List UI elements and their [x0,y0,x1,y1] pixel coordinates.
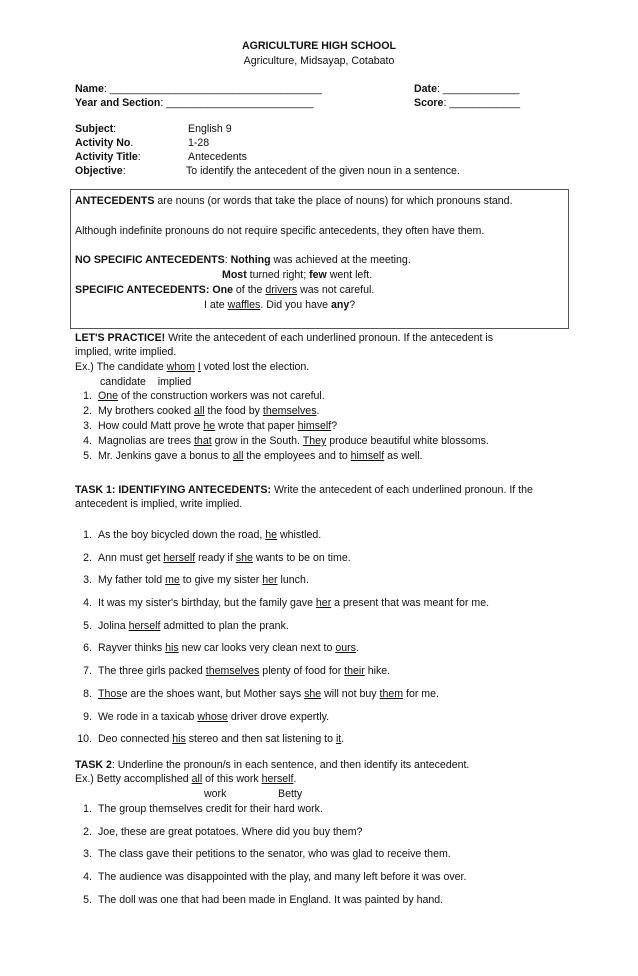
task1-item [70,529,489,552]
specific-text-2b: . Did you have [260,299,332,311]
no-specific-line: NO SPECIFIC ANTECEDENTS: Nothing was achieved at the meeting. [75,254,411,266]
practice-item [70,420,489,435]
year-label: Year and Section [75,97,161,109]
item-text: e are the shoes want, but Mother says [121,687,305,700]
item-text: The class gave their petitions to the senator, who was glad to receive them. [98,848,451,861]
underlined-word: ours [335,642,356,655]
task2-instructions [75,759,469,772]
task1-item-number: 4. [83,597,92,610]
underlined-word: me [165,574,180,587]
task1-item-number: 2. [83,551,92,564]
objective-row: Objective: [75,165,126,177]
item-text: stereo and then sat listening to [185,733,336,746]
subject-value: English 9 [188,123,232,135]
task1-item [70,574,489,597]
task2-example [75,773,296,786]
specific-antecedent-1: drivers [265,284,298,296]
specific-label: SPECIFIC ANTECEDENTS: [75,284,210,296]
task2-example-text-2: of this work [202,773,262,785]
task2-item [70,871,466,894]
task2-item-number: 4. [83,871,92,884]
practice-item [70,450,489,465]
school-name: AGRICULTURE HIGH SCHOOL [242,40,396,52]
no-specific-label: NO SPECIFIC ANTECEDENTS [75,254,225,266]
task2-item [70,826,466,849]
underlined-word: them [379,687,404,700]
task2-item [70,803,466,826]
underlined-word: he [265,529,278,541]
activity-no-value: 1-28 [188,137,210,149]
task1-item-number: 8. [83,687,92,700]
practice-example-answer: candidate implied [100,376,192,388]
item-text: . [316,405,320,417]
item-text: Magnolias are trees [98,435,194,447]
item-text: new car looks very clean next to [178,642,336,655]
task1-item-number: 6. [83,642,92,655]
item-text: to give my sister [179,574,263,587]
task1-item [70,711,489,734]
task2-example-text-3: . [293,773,297,785]
specific-word-2: any [331,299,350,311]
underlined-word: themselves [262,405,317,417]
score-line: : ____________ [443,97,521,109]
item-text: Joe, these are great potatoes. Where did you buy them? [98,825,363,838]
item-text: the food by [204,405,263,417]
task2-item-number: 1. [83,803,92,815]
item-text: lunch. [277,574,309,587]
underlined-word: herself [163,551,196,564]
task2-heading: TASK 2 [75,759,112,771]
underlined-word: all [193,405,205,417]
task1-item-number: 1. [83,529,92,541]
task1-item [70,665,489,688]
activity-title-label: Activity Title [75,151,138,163]
objective-value: To identify the antecedent of the given noun in a sentence. [186,165,460,177]
date-label: Date [414,83,437,95]
activity-title-row: Activity Title: [75,151,141,163]
item-text: Mr. Jenkins gave a bonus to [98,450,233,462]
task2-example-answer-2: Betty [278,788,303,800]
item-text: The audience was disappointed with the play, and many left before it was over. [98,871,467,884]
task2-example-answer-1: work [204,788,227,800]
item-text: admitted to plan the prank. [160,619,289,632]
no-specific-word-1: Nothing [230,254,271,266]
activity-no-label: Activity No [75,137,131,149]
item-text: ready if [195,551,236,564]
underlined-word: his [165,642,179,655]
item-text: The three girls packed [98,665,206,678]
practice-instructions-2: implied, write implied. [75,346,177,358]
underlined-word: himself [297,420,332,432]
activity-title-value: Antecedents [188,151,247,163]
specific-text-1a: of the [232,284,266,296]
item-text: as well. [384,450,423,462]
item-text: My brothers cooked [98,405,194,417]
underlined-word: whose [197,710,228,723]
subject-label: Subject [75,123,114,135]
practice-item-number: 5. [83,450,92,462]
task2-item [70,848,466,871]
item-text: Jolina [98,619,129,632]
task1-instructions [75,484,533,497]
task1-item [70,733,489,756]
underlined-word: that [193,435,212,447]
specific-text-2c: ? [349,299,356,311]
task1-item-number: 5. [83,619,92,632]
specific-text-1b: was not careful. [297,284,375,296]
underlined-word: she [235,551,253,564]
underlined-word: she [304,687,322,700]
item-text: driver drove expertly. [227,710,330,723]
item-text: plenty of food for [259,665,345,678]
practice-example-pronoun-2: I [197,361,201,373]
task1-item [70,642,489,665]
item-text: whistled. [277,529,322,541]
item-text: ? [331,420,338,432]
score-label: Score [414,97,444,109]
task1-item-number: 10. [77,733,92,746]
item-text: We rode in a taxicab [98,710,198,723]
practice-item [70,405,489,420]
item-text: Ann must get [98,551,164,564]
task2-instructions-text: : Underline the pronoun/s in each sentence, and then identify its antecedent. [111,759,470,771]
item-text: The doll was one that had been made in England. It was painted by hand. [98,893,444,906]
date-field [414,83,519,96]
school-address: Agriculture, Midsayap, Cotabato [243,55,395,67]
task2-example-text-1: Ex.) Betty accomplished [75,773,192,785]
underlined-word: it [335,733,342,746]
item-text: . [341,733,345,746]
task1-heading: TASK 1: IDENTIFYING ANTECEDENTS: [75,484,271,496]
specific-word-1: One [212,284,233,296]
no-specific-text-2b: went left. [326,269,373,281]
name-field [75,83,322,96]
indefinite-note: Although indefinite pronouns do not require specific antecedents, they often have them. [75,225,485,237]
practice-instructions [75,332,493,345]
subject-row: Subject: [75,123,117,135]
item-text: . [355,642,359,655]
item-text: will not buy [321,687,380,700]
underlined-word: his [172,733,186,746]
task2-item-number: 2. [83,825,92,838]
practice-item-number: 4. [83,435,92,447]
objective-label: Objective [75,165,123,177]
specific-line [75,284,374,297]
activity-no-row: Activity No. [75,137,134,149]
practice-example-text-2: voted lost the election. [200,361,310,373]
task1-item [70,552,489,575]
date-line: : _____________ [436,83,520,95]
task2-list [70,803,466,916]
item-text: the employees and to [243,450,351,462]
underlined-word: They [302,435,327,447]
definition-text: are nouns (or words that take the place of nouns) for which pronouns stand. [154,195,513,207]
underlined-word: her [262,574,278,587]
name-line: : ____________________________________ [103,83,322,95]
task2-example-pronoun-2: herself [261,773,294,785]
task2-example-pronoun-1: all [191,773,203,785]
item-text: wrote that paper [215,420,298,432]
name-label: Name [75,83,104,95]
item-text: wants to be on time. [252,551,351,564]
item-text: a present that was meant for me. [331,597,490,610]
no-specific-line-2 [222,269,372,282]
task1-item-number: 9. [83,710,92,723]
practice-item [70,435,489,450]
item-text: of the construction workers was not careful. [118,390,325,402]
task1-instructions-2: antecedent is implied, write implied. [75,498,243,510]
task2-item-number: 5. [83,893,92,906]
practice-item [70,390,489,405]
no-specific-text-2a: turned right; [246,269,310,281]
specific-text-2a: I ate [204,299,228,311]
year-section-field [75,97,314,110]
task2-item-number: 3. [83,848,92,861]
item-text: My father told [98,574,166,587]
underlined-word: all [232,450,244,462]
underlined-word: their [344,665,365,678]
year-line: : _________________________ [160,97,314,109]
score-field [414,97,520,110]
underlined-word: he [203,420,216,432]
item-text: Rayver thinks [98,642,166,655]
practice-instructions-1: Write the antecedent of each underlined pronoun. If the antecedent is [165,332,494,344]
task1-list [70,529,489,756]
definition-term: ANTECEDENTS [75,195,155,207]
underlined-word: himself [350,450,385,462]
item-text: How could Matt prove [98,420,204,432]
item-text: It was my sister's birthday, but the family gave [98,597,316,610]
practice-example [75,361,309,374]
item-text: hike. [364,665,391,678]
underlined-word: Thos [98,687,122,700]
no-specific-text-1: was achieved at the meeting. [270,254,411,266]
task1-item [70,620,489,643]
item-text: As the boy bicycled down the road, [98,529,266,541]
task1-item-number: 3. [83,574,92,587]
practice-item-number: 2. [83,405,92,417]
item-text: for me. [403,687,439,700]
task2-item [70,894,466,917]
task1-item [70,688,489,711]
underlined-word: herself [128,619,161,632]
specific-antecedent-2: waffles [227,299,261,311]
underlined-word: themselves [205,665,260,678]
task1-item [70,597,489,620]
practice-example-text-1: Ex.) The candidate [75,361,167,373]
practice-item-number: 1. [83,390,92,402]
item-text: grow in the South. [211,435,303,447]
practice-item-number: 3. [83,420,92,432]
no-specific-word-2a: Most [222,269,247,281]
item-text: Deo connected [98,733,173,746]
practice-heading: LET'S PRACTICE! [75,332,166,344]
item-text: produce beautiful white blossoms. [326,435,489,447]
specific-line-2 [204,299,355,312]
task1-instructions-1: Write the antecedent of each underlined pronoun. If the [271,484,533,496]
practice-list [70,390,489,465]
underlined-word: her [315,597,332,610]
underlined-word: One [98,390,119,402]
definition-line [75,195,513,208]
item-text: The group themselves credit for their hard work. [98,803,323,815]
no-specific-word-2b: few [309,269,327,281]
task1-item-number: 7. [83,665,92,678]
practice-example-pronoun-1: whom [166,361,195,373]
